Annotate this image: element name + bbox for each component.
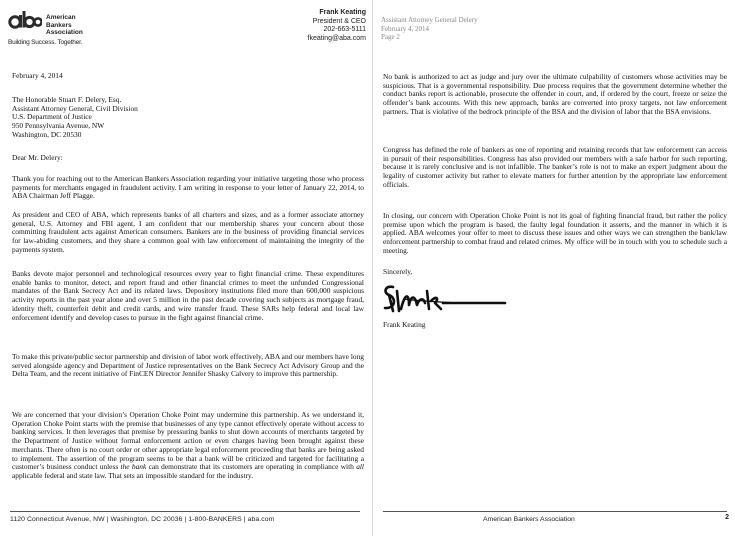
- salutation: Dear Mr. Delery:: [12, 153, 63, 162]
- paragraph-text: applicable federal and state law. That sets an impossible standard for the industry.: [12, 470, 254, 480]
- logo-name-line: American: [46, 14, 76, 21]
- body-paragraph: Thank you for reaching out to the American Bankers Association regarding your initiative targeting those who process payments for merchants engaged in fraudulent activity. I am writing in response to your letter of January 22, 2014, to ABA Chairman Jeff Plagge.: [12, 174, 364, 201]
- closing: Sincerely,: [383, 267, 413, 276]
- recipient-address: [12, 96, 138, 140]
- letter-page-2: [372, 0, 735, 536]
- paragraph-text: can demonstrate that its customers are operating in compliance with: [146, 462, 357, 472]
- emphasis-text: the bank: [120, 462, 147, 472]
- sender-phone: 202-663-5111: [323, 26, 366, 33]
- body-paragraph: In closing, our concern with Operation Choke Point is not its goal of fighting financial fraud, but rather the policy premise upon which the program is based, the faulty legal foundation it asserts, and the manner in which it is applied. ABA welcomes your offer to meet to discuss these issues and other ways we can strengthen the bank/law enforcement partnership to combat fraud and related crimes. My office will be in touch with you to schedule such a meeting.: [383, 211, 727, 255]
- address-line: 950 Pennsylvania Avenue, NW: [12, 121, 105, 131]
- address-line: Assistant Attorney General, Civil Division: [12, 103, 138, 113]
- logo-tagline: Building Success. Together.: [8, 39, 83, 46]
- logo-name-line: Bankers: [46, 21, 72, 29]
- page2-header-line: February 4, 2014: [381, 24, 430, 33]
- body-paragraph: [12, 411, 364, 481]
- address-line: The Honorable Stuart F. Delery, Esq.: [12, 95, 122, 104]
- letter-date: February 4, 2014: [12, 71, 63, 80]
- aba-logo-mark-icon: [8, 10, 42, 34]
- emphasis-text: all: [356, 462, 364, 472]
- body-paragraph: Banks devote major personnel and technological resources every year to fight financial crime. These expenditures enable banks to monitor, detect, and report fraud and other financial crimes to meet the unfunded Congressional mandates of the Bank Secrecy Act and its related laws. Depository institutions filed more than 600,000 suspicious activity reports in the past year alone and over 5 million in the past decade covering such subjects as mortgage fraud, identity theft, counterfeit debit and credit cards, and wire transfer fraud. These SARs help federal and local law enforcement identify and develop cases to pursue in the fight against financial crime.: [12, 269, 364, 322]
- body-paragraph: No bank is authorized to act as judge and jury over the ultimate culpability of customers whose activities may be suspicious. That is a governmental responsibility. Due process requires that the government determine whether the conduct banks report is actionable, prosecute the offender in court, and, if ordered by the court, freeze or seize the offender’s bank accounts. With this new approach, banks are converted into proxy targets, not law enforcement partners. That is violative of the bedrock principle of the BSA and the division of labor that the BSA envisions.: [383, 72, 727, 116]
- logo-name: [46, 14, 106, 37]
- sender-title: President & CEO: [312, 17, 366, 25]
- sender-name: Frank Keating: [319, 9, 366, 16]
- logo-name-line: Association: [46, 29, 83, 36]
- address-line: U.S. Department of Justice: [12, 112, 92, 122]
- body-paragraph: As president and CEO of ABA, which represents banks of all charters and sizes, and as a former associate attorney general, U.S. Attorney and FBI agent, I am confident that our membership shares your concern about those committing fraudulent acts against American consumers. Bankers are in the business of providing financial services for law-abiding customers, and they share a common goal with law enforcement of maintaining the integrity of the payments system.: [12, 210, 364, 254]
- paragraph-text: We are concerned that your division’s Operation Choke Point may undermine this partnership. As we understand it, Operation Choke Point starts with the premise that businesses of any type cannot effectively operate without access to banking services. It then leverages that premise by pressuring banks to shut down accounts of merchants targeted by the Department of Justice without formal enforcement action or even charges having been brought against these merchants. There often is no court order or other appropriate legal enforcement proceeding that banks are being asked to implement. The assertion of the program seems to be that a bank will be criticized and targeted for facilitating a customer’s business conduct unless: [12, 410, 364, 472]
- sender-email: fkeating@aba.com: [307, 34, 366, 42]
- signer-name: Frank Keating: [383, 320, 426, 329]
- footer-address: 1120 Connecticut Avenue, NW | Washington, DC 20036 | 1-800-BANKERS | aba.com: [10, 516, 275, 523]
- page2-header-line: Assistant Attorney General Delery: [381, 16, 478, 24]
- footer-divider: [10, 511, 360, 512]
- page2-header-line: Page 2: [381, 33, 400, 41]
- address-line: Washington, DC 20530: [12, 129, 82, 139]
- footer-organization: American Bankers Association: [483, 516, 575, 523]
- page-number: 2: [725, 514, 729, 521]
- sender-block: [308, 9, 366, 43]
- body-paragraph: To make this private/public sector partnership and division of labor work effectively, ABA and our members have long served alongside agency and Department of Justice representatives on the Bank Secrecy Act Advisory Group and the Delta Team, and the recent initiative of FinCEN Director Jennifer Shasky Calvery to improve this partnership.: [12, 352, 364, 379]
- footer-divider: [383, 511, 727, 512]
- page2-header: [381, 16, 478, 42]
- body-paragraph: Congress has defined the role of bankers as one of reporting and retaining records that law enforcement can access in pursuit of their responsibilities. Congress has also provided our members with a safe harbor for such reporting, because it is rarely conclusive and is not infallible. The banker’s role is not to make an expert judgment about the legality of customer activity but rather to elevate matters for further attention by the appropriate law enforcement officials.: [383, 145, 727, 189]
- handwritten-signature: [379, 281, 509, 317]
